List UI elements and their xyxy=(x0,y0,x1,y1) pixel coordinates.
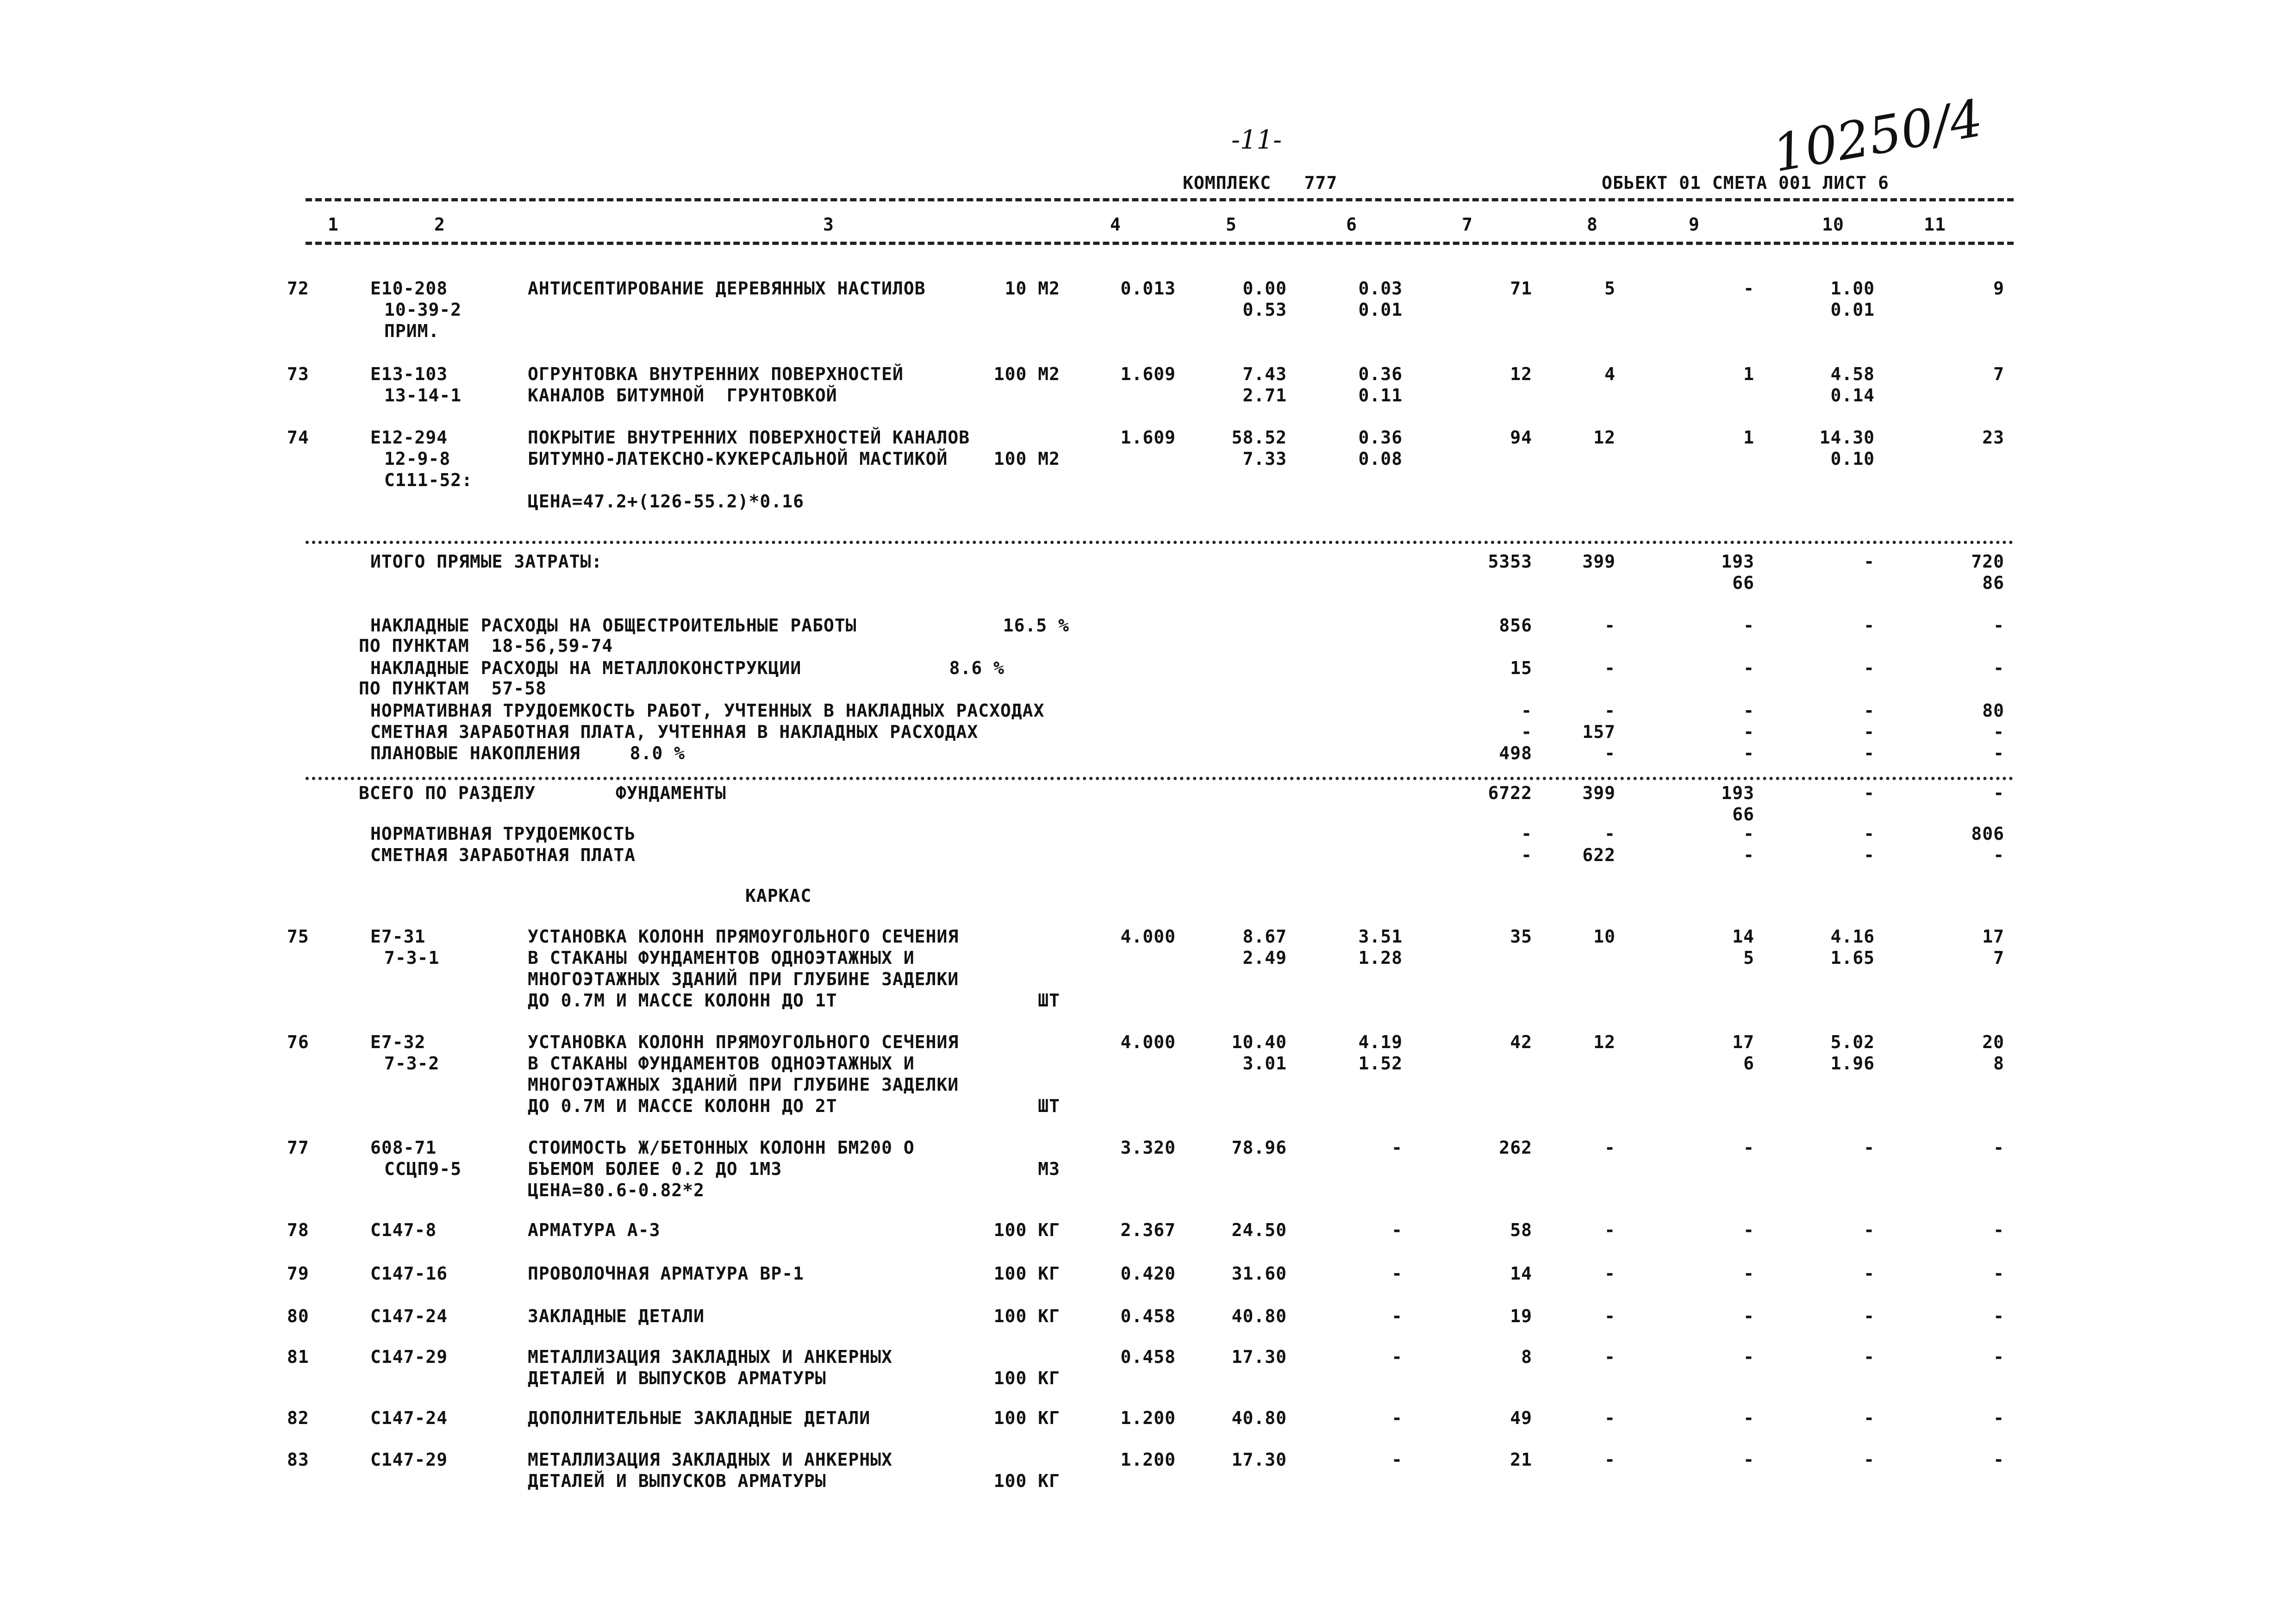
wages: 12 xyxy=(1593,427,1616,448)
section-rule xyxy=(306,777,2014,780)
wages: - xyxy=(1604,1449,1616,1470)
machine-total: - xyxy=(1743,1408,1754,1428)
section-c9: 193 xyxy=(1721,783,1754,803)
machine-total: 17 xyxy=(1732,1032,1754,1052)
total-cost: 49 xyxy=(1510,1408,1532,1428)
labor-total: 7 xyxy=(1993,948,2004,968)
overhead-c8: - xyxy=(1604,743,1616,763)
labor-per-unit: - xyxy=(1864,1137,1875,1158)
labor-total: 9 xyxy=(1993,278,2004,299)
quantity: 1.200 xyxy=(1120,1408,1176,1428)
wages: - xyxy=(1604,1137,1616,1158)
section-extra-c11: 806 xyxy=(1971,824,2004,844)
section-extra-label: СМЕТНАЯ ЗАРАБОТНАЯ ПЛАТА xyxy=(370,845,636,865)
direct-c9: 66 xyxy=(1732,573,1754,593)
section-total-label: ВСЕГО ПО РАЗДЕЛУ xyxy=(359,783,536,803)
labor-per-unit: 4.16 xyxy=(1830,926,1875,947)
quantity: 4.000 xyxy=(1120,926,1176,947)
labor-per-unit: - xyxy=(1864,1347,1875,1367)
unit-of-measure: 100 КГ xyxy=(993,1471,1060,1491)
overhead-c10: - xyxy=(1864,743,1875,763)
overhead-label: НАКЛАДНЫЕ РАСХОДЫ НА ОБЩЕСТРОИТЕЛЬНЫЕ РАБОТЫ xyxy=(370,615,857,636)
labor-per-unit: - xyxy=(1864,1306,1875,1326)
total-cost: 262 xyxy=(1499,1137,1532,1158)
machine-total: - xyxy=(1743,1137,1754,1158)
price-code: Е10-208 xyxy=(370,278,448,299)
unit-cost: 40.80 xyxy=(1231,1306,1287,1326)
section-extra-c7: - xyxy=(1521,824,1532,844)
complex-label: КОМПЛЕКС 777 xyxy=(1183,173,1338,193)
wages: - xyxy=(1604,1306,1616,1326)
wages: 4 xyxy=(1604,364,1616,384)
price-code: С147-29 xyxy=(370,1347,448,1367)
machine-cost: 1.52 xyxy=(1358,1053,1403,1074)
machine-total: 6 xyxy=(1743,1053,1754,1074)
unit-of-measure: 100 М2 xyxy=(993,449,1060,469)
section-extra-label: НОРМАТИВНАЯ ТРУДОЕМКОСТЬ xyxy=(370,824,636,844)
work-description: АРМАТУРА А-3 xyxy=(528,1220,661,1240)
work-description: ДЕТАЛЕЙ И ВЫПУСКОВ АРМАТУРЫ xyxy=(528,1471,826,1491)
labor-per-unit: 14.30 xyxy=(1819,427,1875,448)
work-description: БЪЕМОМ БОЛЕЕ 0.2 ДО 1М3 xyxy=(528,1159,782,1179)
wages: - xyxy=(1604,1263,1616,1284)
labor-total: - xyxy=(1993,1449,2004,1470)
row-number: 80 xyxy=(287,1306,309,1326)
wages: - xyxy=(1604,1408,1616,1428)
unit-of-measure: 100 КГ xyxy=(993,1220,1060,1240)
overhead-c7: - xyxy=(1521,700,1532,721)
total-cost: 14 xyxy=(1510,1263,1532,1284)
machine-total: 5 xyxy=(1743,948,1754,968)
quantity: 1.609 xyxy=(1120,427,1176,448)
quantity: 0.013 xyxy=(1120,278,1176,299)
quantity: 4.000 xyxy=(1120,1032,1176,1052)
unit-cost: 0.00 xyxy=(1242,278,1287,299)
work-description: ПРОВОЛОЧНАЯ АРМАТУРА ВР-1 xyxy=(528,1263,804,1284)
object-label: ОБЬЕКТ 01 СМЕТА 001 ЛИСТ 6 xyxy=(1602,173,1889,193)
section-c7: 6722 xyxy=(1488,783,1532,803)
machine-cost: 3.51 xyxy=(1358,926,1403,947)
overhead-c8: - xyxy=(1604,658,1616,678)
price-code: С147-8 xyxy=(370,1220,437,1240)
machine-total: - xyxy=(1743,1449,1754,1470)
total-cost: 21 xyxy=(1510,1449,1532,1470)
unit-of-measure: 100 КГ xyxy=(993,1263,1060,1284)
labor-per-unit: 4.58 xyxy=(1830,364,1875,384)
machine-cost: 0.01 xyxy=(1358,300,1403,320)
column-number: 8 xyxy=(1587,214,1598,235)
labor-per-unit: - xyxy=(1864,1449,1875,1470)
overhead-c8: - xyxy=(1604,700,1616,721)
quantity: 0.458 xyxy=(1120,1306,1176,1326)
overhead-c9: - xyxy=(1743,700,1754,721)
column-number: 1 xyxy=(328,214,339,235)
unit-cost: 7.43 xyxy=(1242,364,1287,384)
price-code: 12-9-8 xyxy=(384,449,451,469)
labor-per-unit: 1.96 xyxy=(1830,1053,1875,1074)
unit-cost: 7.33 xyxy=(1242,449,1287,469)
labor-per-unit: - xyxy=(1864,1408,1875,1428)
overhead-label: НАКЛАДНЫЕ РАСХОДЫ НА МЕТАЛЛОКОНСТРУКЦИИ xyxy=(370,658,802,678)
total-cost: 94 xyxy=(1510,427,1532,448)
work-description: ЗАКЛАДНЫЕ ДЕТАЛИ xyxy=(528,1306,705,1326)
row-number: 73 xyxy=(287,364,309,384)
section-extra-c9: - xyxy=(1743,824,1754,844)
total-cost: 8 xyxy=(1521,1347,1532,1367)
machine-total: 14 xyxy=(1732,926,1754,947)
labor-per-unit: 1.00 xyxy=(1830,278,1875,299)
labor-total: - xyxy=(1993,1408,2004,1428)
work-description: МНОГОЭТАЖНЫХ ЗДАНИЙ ПРИ ГЛУБИНЕ ЗАДЕЛКИ xyxy=(528,969,959,989)
unit-of-measure: ШТ xyxy=(1038,1096,1060,1116)
work-description: АНТИСЕПТИРОВАНИЕ ДЕРЕВЯННЫХ НАСТИЛОВ xyxy=(528,278,926,299)
wages: 10 xyxy=(1593,926,1616,947)
unit-cost: 3.01 xyxy=(1242,1053,1287,1074)
machine-total: - xyxy=(1743,1220,1754,1240)
labor-per-unit: 1.65 xyxy=(1830,948,1875,968)
unit-of-measure: 100 КГ xyxy=(993,1368,1060,1388)
overhead-c9: - xyxy=(1743,615,1754,636)
direct-c7: 5353 xyxy=(1488,551,1532,572)
unit-cost: 0.53 xyxy=(1242,300,1287,320)
direct-c11: 86 xyxy=(1982,573,2004,593)
overhead-c7: 498 xyxy=(1499,743,1532,763)
work-description: В СТАКАНЫ ФУНДАМЕНТОВ ОДНОЭТАЖНЫХ И xyxy=(528,1053,915,1074)
labor-total: 20 xyxy=(1982,1032,2004,1052)
labor-per-unit: - xyxy=(1864,1263,1875,1284)
overhead-percent: 16.5 % xyxy=(1003,615,1069,636)
overhead-label: НОРМАТИВНАЯ ТРУДОЕМКОСТЬ РАБОТ, УЧТЕННЫХ В НАКЛАДНЫХ РАСХОДАХ xyxy=(370,700,1045,721)
labor-total: 23 xyxy=(1982,427,2004,448)
work-description: ОГРУНТОВКА ВНУТРЕННИХ ПОВЕРХНОСТЕЙ xyxy=(528,364,904,384)
quantity: 2.367 xyxy=(1120,1220,1176,1240)
machine-cost: - xyxy=(1391,1220,1403,1240)
labor-total: - xyxy=(1993,1220,2004,1240)
total-cost: 71 xyxy=(1510,278,1532,299)
unit-of-measure: 10 М2 xyxy=(1004,278,1060,299)
column-number: 4 xyxy=(1110,214,1121,235)
work-description: УСТАНОВКА КОЛОНН ПРЯМОУГОЛЬНОГО СЕЧЕНИЯ xyxy=(528,1032,959,1052)
unit-cost: 17.30 xyxy=(1231,1347,1287,1367)
price-code: ССЦП9-5 xyxy=(384,1159,462,1179)
direct-c8: 399 xyxy=(1582,551,1616,572)
direct-c10: - xyxy=(1864,551,1875,572)
price-code: С147-29 xyxy=(370,1449,448,1470)
work-description: ДЕТАЛЕЙ И ВЫПУСКОВ АРМАТУРЫ xyxy=(528,1368,826,1388)
column-number: 6 xyxy=(1346,214,1357,235)
overhead-clause: ПО ПУНКТАМ 18-56,59-74 xyxy=(359,636,613,656)
unit-of-measure: 100 КГ xyxy=(993,1408,1060,1428)
direct-c11: 720 xyxy=(1971,551,2004,572)
section-c9: 66 xyxy=(1732,804,1754,824)
direct-costs-label: ИТОГО ПРЯМЫЕ ЗАТРАТЫ: xyxy=(370,551,603,572)
unit-cost: 10.40 xyxy=(1231,1032,1287,1052)
row-number: 77 xyxy=(287,1137,309,1158)
price-code: Е13-103 xyxy=(370,364,448,384)
section-extra-c8: 622 xyxy=(1582,845,1616,865)
overhead-label: ПЛАНОВЫЕ НАКОПЛЕНИЯ xyxy=(370,743,580,763)
price-code: С147-24 xyxy=(370,1408,448,1428)
machine-total: 1 xyxy=(1743,364,1754,384)
overhead-c11: - xyxy=(1993,615,2004,636)
work-description: МЕТАЛЛИЗАЦИЯ ЗАКЛАДНЫХ И АНКЕРНЫХ xyxy=(528,1449,892,1470)
column-number: 11 xyxy=(1924,214,1946,235)
price-code: С111-52: xyxy=(384,470,473,490)
machine-cost: - xyxy=(1391,1347,1403,1367)
price-code: 13-14-1 xyxy=(384,385,462,406)
wages: - xyxy=(1604,1347,1616,1367)
column-number: 10 xyxy=(1822,214,1844,235)
machine-cost: 0.36 xyxy=(1358,427,1403,448)
wages: - xyxy=(1604,1220,1616,1240)
handwritten-number: 10250/4 xyxy=(1768,88,1987,184)
overhead-c11: - xyxy=(1993,743,2004,763)
machine-total: - xyxy=(1743,1263,1754,1284)
quantity: 3.320 xyxy=(1120,1137,1176,1158)
section-extra-c9: - xyxy=(1743,845,1754,865)
overhead-c7: 856 xyxy=(1499,615,1532,636)
unit-cost: 31.60 xyxy=(1231,1263,1287,1284)
machine-cost: - xyxy=(1391,1137,1403,1158)
overhead-c10: - xyxy=(1864,722,1875,742)
quantity: 0.420 xyxy=(1120,1263,1176,1284)
unit-cost: 24.50 xyxy=(1231,1220,1287,1240)
row-number: 74 xyxy=(287,427,309,448)
overhead-c7: 15 xyxy=(1510,658,1532,678)
section-extra-c11: - xyxy=(1993,845,2004,865)
labor-total: 8 xyxy=(1993,1053,2004,1074)
quantity: 0.458 xyxy=(1120,1347,1176,1367)
price-code: Е7-31 xyxy=(370,926,426,947)
price-code: 608-71 xyxy=(370,1137,437,1158)
section-extra-c10: - xyxy=(1864,845,1875,865)
labor-per-unit: 5.02 xyxy=(1830,1032,1875,1052)
unit-of-measure: 100 КГ xyxy=(993,1306,1060,1326)
work-description: КАНАЛОВ БИТУМНОЙ ГРУНТОВКОЙ xyxy=(528,385,837,406)
column-number: 3 xyxy=(823,214,834,235)
machine-cost: - xyxy=(1391,1449,1403,1470)
machine-cost: - xyxy=(1391,1408,1403,1428)
work-description: ЦЕНА=47.2+(126-55.2)*0.16 xyxy=(528,491,804,512)
page-number: -11- xyxy=(1231,125,1282,155)
machine-cost: 0.11 xyxy=(1358,385,1403,406)
column-number: 7 xyxy=(1462,214,1473,235)
work-description: ДО 0.7М И МАССЕ КОЛОНН ДО 1Т xyxy=(528,990,837,1011)
unit-of-measure: 100 М2 xyxy=(993,364,1060,384)
labor-per-unit: 0.01 xyxy=(1830,300,1875,320)
work-description: ЦЕНА=80.6-0.82*2 xyxy=(528,1180,705,1200)
row-number: 79 xyxy=(287,1263,309,1284)
wages: 12 xyxy=(1593,1032,1616,1052)
work-description: ДО 0.7М И МАССЕ КОЛОНН ДО 2Т xyxy=(528,1096,837,1116)
overhead-c9: - xyxy=(1743,743,1754,763)
labor-total: 7 xyxy=(1993,364,2004,384)
machine-total: 1 xyxy=(1743,427,1754,448)
overhead-c10: - xyxy=(1864,700,1875,721)
unit-cost: 2.49 xyxy=(1242,948,1287,968)
total-cost: 42 xyxy=(1510,1032,1532,1052)
machine-total: - xyxy=(1743,278,1754,299)
total-cost: 35 xyxy=(1510,926,1532,947)
price-code: 10-39-2 xyxy=(384,300,462,320)
overhead-c10: - xyxy=(1864,615,1875,636)
unit-of-measure: ШТ xyxy=(1038,990,1060,1011)
price-code: ПРИМ. xyxy=(384,321,440,341)
work-description: МНОГОЭТАЖНЫХ ЗДАНИЙ ПРИ ГЛУБИНЕ ЗАДЕЛКИ xyxy=(528,1074,959,1095)
overhead-percent: 8.6 % xyxy=(949,658,1004,678)
price-code: 7-3-1 xyxy=(384,948,440,968)
machine-cost: 4.19 xyxy=(1358,1032,1403,1052)
section-extra-c7: - xyxy=(1521,845,1532,865)
column-number: 2 xyxy=(434,214,445,235)
column-number: 5 xyxy=(1226,214,1237,235)
unit-cost: 78.96 xyxy=(1231,1137,1287,1158)
work-description: БИТУМНО-ЛАТЕКСНО-КУКЕРСАЛЬНОЙ МАСТИКОЙ xyxy=(528,449,948,469)
labor-per-unit: - xyxy=(1864,1220,1875,1240)
header-rule-bottom xyxy=(306,242,2014,245)
price-code: С147-24 xyxy=(370,1306,448,1326)
price-code: С147-16 xyxy=(370,1263,448,1284)
column-number: 9 xyxy=(1689,214,1700,235)
section-extra-c8: - xyxy=(1604,824,1616,844)
total-cost: 12 xyxy=(1510,364,1532,384)
labor-per-unit: 0.10 xyxy=(1830,449,1875,469)
price-code: Е7-32 xyxy=(370,1032,426,1052)
overhead-label: СМЕТНАЯ ЗАРАБОТНАЯ ПЛАТА, УЧТЕННАЯ В НАКЛАДНЫХ РАСХОДАХ xyxy=(370,722,979,742)
section-extra-c10: - xyxy=(1864,824,1875,844)
overhead-clause: ПО ПУНКТАМ 57-58 xyxy=(359,678,547,699)
overhead-c9: - xyxy=(1743,658,1754,678)
unit-of-measure: М3 xyxy=(1038,1159,1060,1179)
row-number: 72 xyxy=(287,278,309,299)
direct-c9: 193 xyxy=(1721,551,1754,572)
row-number: 76 xyxy=(287,1032,309,1052)
unit-cost: 8.67 xyxy=(1242,926,1287,947)
unit-cost: 2.71 xyxy=(1242,385,1287,406)
quantity: 1.200 xyxy=(1120,1449,1176,1470)
overhead-c10: - xyxy=(1864,658,1875,678)
price-code: Е12-294 xyxy=(370,427,448,448)
labor-total: - xyxy=(1993,1263,2004,1284)
row-number: 75 xyxy=(287,926,309,947)
total-cost: 19 xyxy=(1510,1306,1532,1326)
overhead-percent: 8.0 % xyxy=(630,743,685,763)
machine-cost: 0.08 xyxy=(1358,449,1403,469)
section-c8: 399 xyxy=(1582,783,1616,803)
row-number: 83 xyxy=(287,1449,309,1470)
section-c10: - xyxy=(1864,783,1875,803)
machine-cost: 1.28 xyxy=(1358,948,1403,968)
work-description: ДОПОЛНИТЕЛЬНЫЕ ЗАКЛАДНЫЕ ДЕТАЛИ xyxy=(528,1408,871,1428)
labor-total: - xyxy=(1993,1306,2004,1326)
row-number: 82 xyxy=(287,1408,309,1428)
machine-cost: - xyxy=(1391,1263,1403,1284)
work-description: УСТАНОВКА КОЛОНН ПРЯМОУГОЛЬНОГО СЕЧЕНИЯ xyxy=(528,926,959,947)
labor-total: 17 xyxy=(1982,926,2004,947)
work-description: СТОИМОСТЬ Ж/БЕТОННЫХ КОЛОНН БМ200 О xyxy=(528,1137,915,1158)
labor-per-unit: 0.14 xyxy=(1830,385,1875,406)
overhead-c8: 157 xyxy=(1582,722,1616,742)
section-c11: - xyxy=(1993,783,2004,803)
machine-total: - xyxy=(1743,1306,1754,1326)
labor-total: - xyxy=(1993,1137,2004,1158)
quantity: 1.609 xyxy=(1120,364,1176,384)
overhead-c9: - xyxy=(1743,722,1754,742)
overhead-c8: - xyxy=(1604,615,1616,636)
machine-total: - xyxy=(1743,1347,1754,1367)
unit-cost: 58.52 xyxy=(1231,427,1287,448)
totals-rule xyxy=(306,541,2014,544)
work-description: ПОКРЫТИЕ ВНУТРЕННИХ ПОВЕРХНОСТЕЙ КАНАЛОВ xyxy=(528,427,970,448)
unit-cost: 40.80 xyxy=(1231,1408,1287,1428)
row-number: 78 xyxy=(287,1220,309,1240)
wages: 5 xyxy=(1604,278,1616,299)
work-description: МЕТАЛЛИЗАЦИЯ ЗАКЛАДНЫХ И АНКЕРНЫХ xyxy=(528,1347,892,1367)
total-cost: 58 xyxy=(1510,1220,1532,1240)
header-rule-top xyxy=(306,198,2014,201)
overhead-c11: 80 xyxy=(1982,700,2004,721)
row-number: 81 xyxy=(287,1347,309,1367)
machine-cost: - xyxy=(1391,1306,1403,1326)
overhead-c11: - xyxy=(1993,658,2004,678)
labor-total: - xyxy=(1993,1347,2004,1367)
overhead-c7: - xyxy=(1521,722,1532,742)
machine-cost: 0.36 xyxy=(1358,364,1403,384)
work-description: В СТАКАНЫ ФУНДАМЕНТОВ ОДНОЭТАЖНЫХ И xyxy=(528,948,915,968)
overhead-c11: - xyxy=(1993,722,2004,742)
machine-cost: 0.03 xyxy=(1358,278,1403,299)
price-code: 7-3-2 xyxy=(384,1053,440,1074)
unit-cost: 17.30 xyxy=(1231,1449,1287,1470)
section-title: КАРКАС xyxy=(745,886,812,906)
section-name: ФУНДАМЕНТЫ xyxy=(616,783,726,803)
